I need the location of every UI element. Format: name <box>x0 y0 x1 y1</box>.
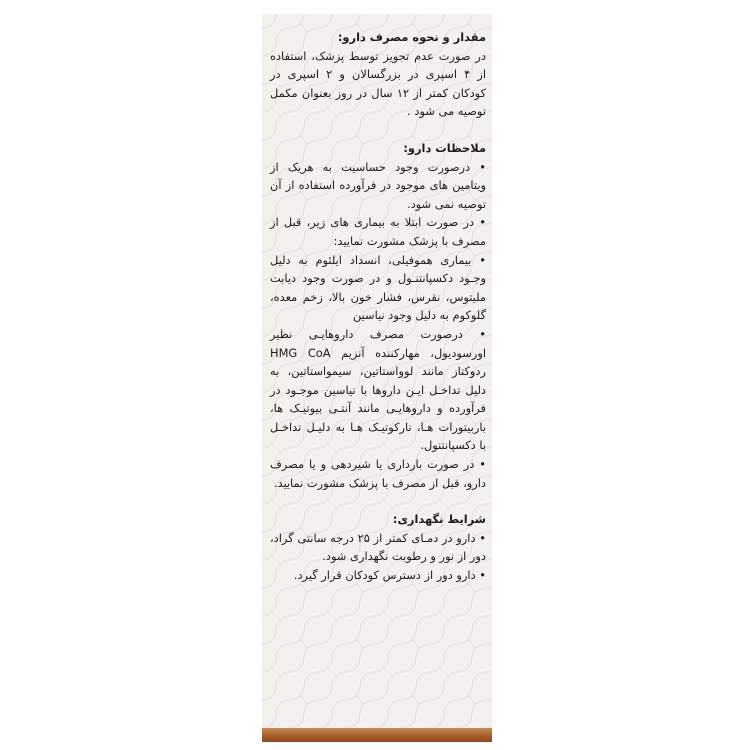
dosage-body: در صورت عدم تجویز توسط پزشک، استفاده از ۴ اسپری در بزرگسالان و ۲ اسپری در کودکان کمتر از ۱۲ سال در روز بعنوان مکمل توصیه می شود . <box>270 48 486 119</box>
notes-item-pregnancy: • در صورت بارداری یا شیردهی و یا مصرف دارو، قبل از مصرف با پزشک مشورت نمایید. <box>270 457 486 490</box>
leaflet-text <box>270 28 486 585</box>
storage-heading: شرایط نگهداری: <box>392 512 486 527</box>
dosage-heading: مقدار و نحوه مصرف دارو: <box>337 30 486 44</box>
notes-heading: ملاحظات دارو: <box>403 140 486 155</box>
storage-item-children: • دارو دور از دسترس کودکان قرار گیرد. <box>293 568 486 583</box>
leaflet-panel <box>262 14 492 742</box>
notes-item-allergy: • درصورت وجود حساسیت به هریک از ویتامین های موجود در فرآورده استفاده از آن توصیه نمی شود. <box>270 159 486 211</box>
notes-item-conditions: • در صورت ابتلا به بیماری های زیر، قبل از مصرف با پزشک مشورت نمایید: <box>270 215 486 248</box>
notes-item-diseases: • بیماری هموفیلی، انسداد ایلئوم به دلیل وجـود دکسپانتنـول و در صورت وجود دیابت ملیتوس، نقرس، فشار خون بالا، زخم معده، گلوکوم به دلیل وجود نیاسین <box>270 252 486 323</box>
notes-item-interactions: • درصورت مصرف داروهایـی نظیر اورسودیول، مهارکننده آنزیم HMG CoA ردوکتاز مانند لوواستاتین، سیمواستاتین، به دلیل تداخـل ایـن داروها با نیاسین موجـود در فرآورده و داروهایـی مانند آنتـی بیوتیـک ها، باربیتورات هـا، نارکوتیـک هـا به دلیـل تداخـل با دکسپانتنول. <box>270 326 486 453</box>
section-spacer <box>270 121 486 139</box>
section-spacer <box>270 492 486 510</box>
copper-accent-strip <box>262 728 492 742</box>
storage-item-temperature: • دارو در دمـای کمتر از ۲۵ درجه سانتی گراد، دور از نور و رطوبت نگهداری شود. <box>270 530 486 564</box>
